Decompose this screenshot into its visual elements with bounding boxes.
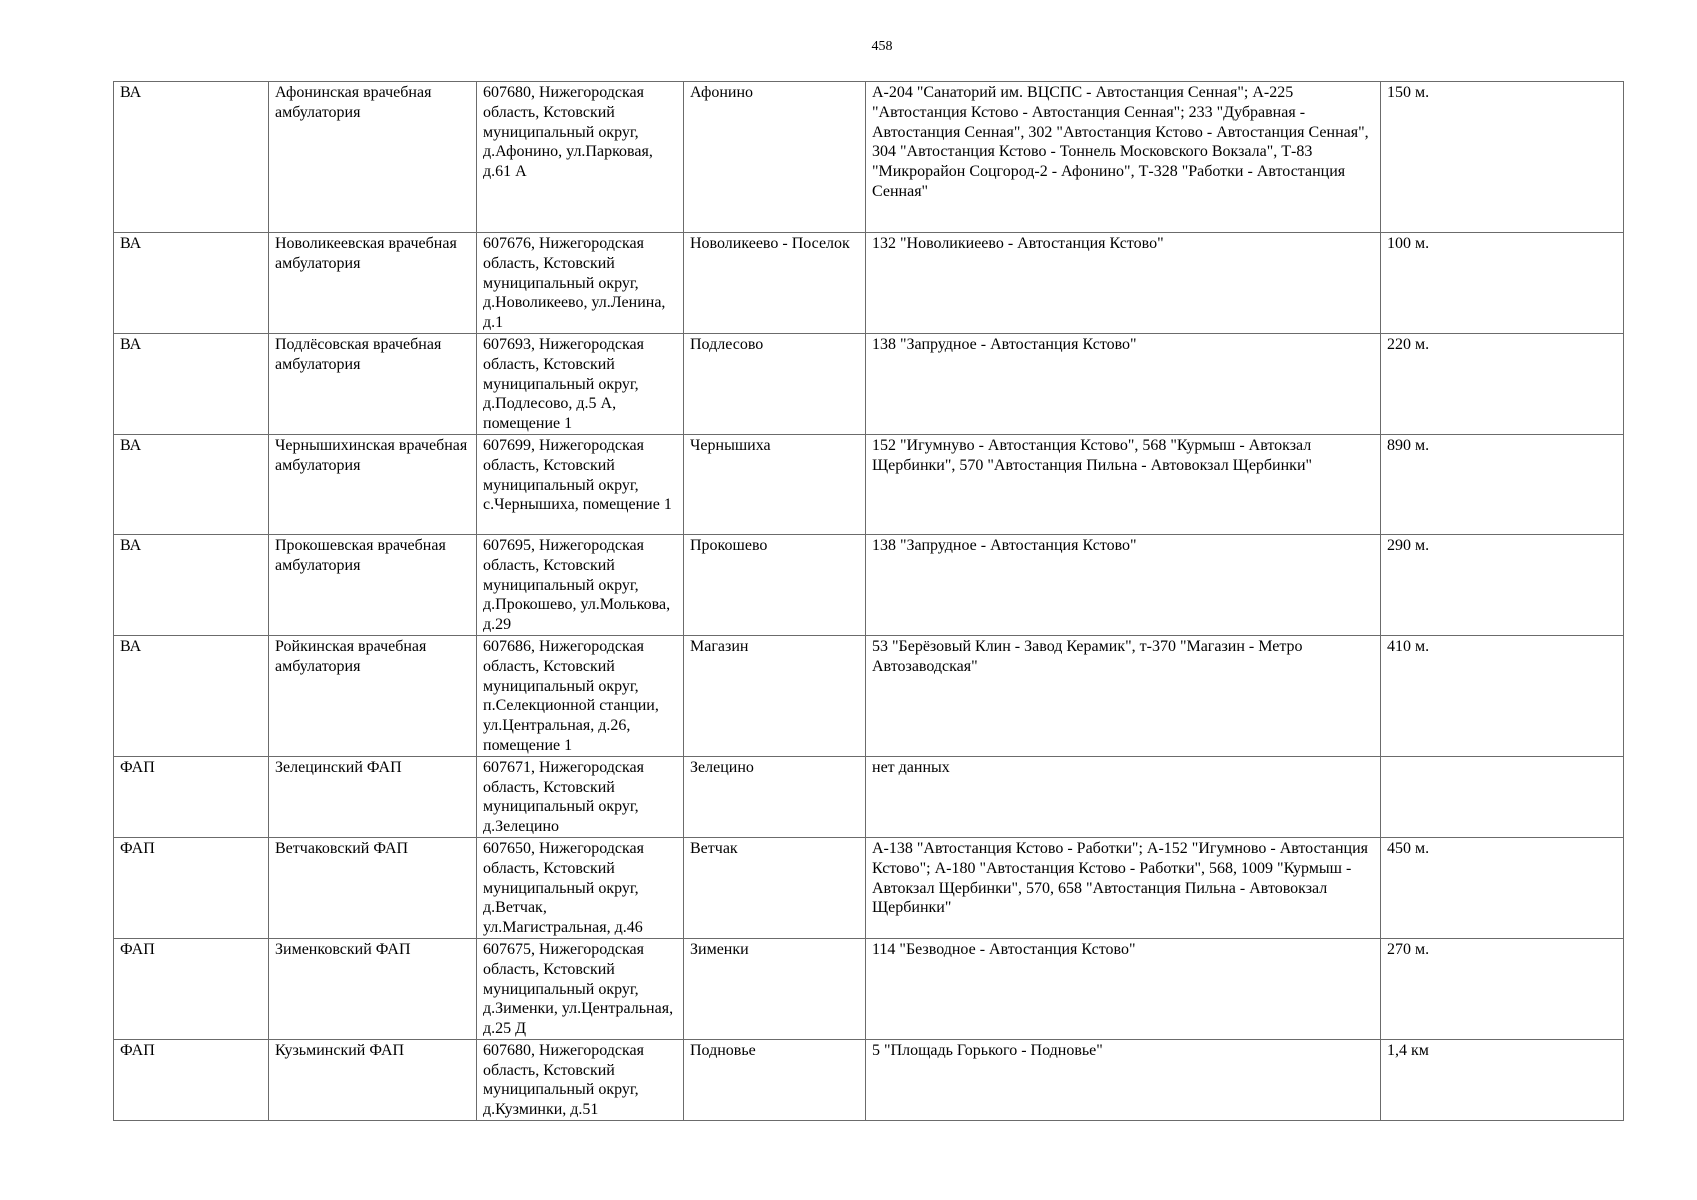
distance-cell: 450 м. <box>1381 837 1624 938</box>
routes-cell: 114 "Безводное - Автостанция Кстово" <box>866 938 1381 1039</box>
address-cell: 607671, Нижегородская область, Кстовский муниципальный округ, д.Зелецино <box>477 756 684 837</box>
facility-name-cell: Кузьминский ФАП <box>269 1039 477 1120</box>
bus-stop-cell: Чернышиха <box>684 434 866 534</box>
address-cell: 607693, Нижегородская область, Кстовский муниципальный округ, д.Подлесово, д.5 А, помещение 1 <box>477 333 684 434</box>
facility-name-cell: Ройкинская врачебная амбулатория <box>269 635 477 756</box>
bus-stop-cell: Магазин <box>684 635 866 756</box>
facility-name-cell: Ветчаковский ФАП <box>269 837 477 938</box>
facility-type-cell: ВА <box>114 333 269 434</box>
address-cell: 607699, Нижегородская область, Кстовский муниципальный округ, с.Чернышиха, помещение 1 <box>477 434 684 534</box>
routes-cell: А-138 "Автостанция Кстово - Работки"; А-152 "Игумново - Автостанция Кстово"; А-180 "Автостанция Кстово - Работки", 568, 1009 "Курмыш - Автокзал Щербинки", 570, 658 "Автостанция Пильна - Автовокзал Щербинки" <box>866 837 1381 938</box>
routes-cell: 152 "Игумнуво - Автостанция Кстово", 568 "Курмыш - Автокзал Щербинки", 570 "Автостанция Пильна - Автовокзал Щербинки" <box>866 434 1381 534</box>
distance-cell: 890 м. <box>1381 434 1624 534</box>
facility-type-cell: ВА <box>114 82 269 233</box>
routes-cell: 138 "Запрудное - Автостанция Кстово" <box>866 333 1381 434</box>
address-cell: 607676, Нижегородская область, Кстовский муниципальный округ, д.Новоликеево, ул.Ленина, д.1 <box>477 233 684 334</box>
facility-name-cell: Зименковский ФАП <box>269 938 477 1039</box>
table-row <box>114 1039 1624 1120</box>
distance-cell: 1,4 км <box>1381 1039 1624 1120</box>
page-number: 458 <box>871 39 893 54</box>
routes-cell: А-204 "Санаторий им. ВЦСПС - Автостанция Сенная"; А-225 "Автостанция Кстово - Автостанция Сенная"; 233 "Дубравная - Автостанция Сенная", 302 "Автостанция Кстово - Автостанция Сенная", 304 "Автостанция Кстово - Тоннель Московского Вокзала", Т-83 "Микрорайон Соцгород-2 - Афонино", Т-328 "Работки - Автостанция Сенная" <box>866 82 1381 233</box>
address-cell: 607680, Нижегородская область, Кстовский муниципальный округ, д.Афонино, ул.Парковая, д.61 А <box>477 82 684 233</box>
distance-cell: 220 м. <box>1381 333 1624 434</box>
table-row <box>114 82 1624 233</box>
bus-stop-cell: Ветчак <box>684 837 866 938</box>
bus-stop-cell: Прокошево <box>684 534 866 635</box>
bus-stop-cell: Подлесово <box>684 333 866 434</box>
table-row <box>114 938 1624 1039</box>
bus-stop-cell: Подновье <box>684 1039 866 1120</box>
facility-type-cell: ФАП <box>114 756 269 837</box>
address-cell: 607695, Нижегородская область, Кстовский муниципальный округ, д.Прокошево, ул.Молькова, д.29 <box>477 534 684 635</box>
facility-type-cell: ВА <box>114 534 269 635</box>
facility-type-cell: ВА <box>114 233 269 334</box>
bus-stop-cell: Афонино <box>684 82 866 233</box>
facilities-table <box>113 81 1624 1121</box>
facility-name-cell: Афонинская врачебная амбулатория <box>269 82 477 233</box>
table-row <box>114 333 1624 434</box>
distance-cell: 270 м. <box>1381 938 1624 1039</box>
facility-name-cell: Новоликеевская врачебная амбулатория <box>269 233 477 334</box>
bus-stop-cell: Новоликеево - Поселок <box>684 233 866 334</box>
distance-cell: 290 м. <box>1381 534 1624 635</box>
facility-name-cell: Чернышихинская врачебная амбулатория <box>269 434 477 534</box>
facility-type-cell: ФАП <box>114 837 269 938</box>
table-row <box>114 534 1624 635</box>
facility-name-cell: Зелецинский ФАП <box>269 756 477 837</box>
distance-cell <box>1381 756 1624 837</box>
distance-cell: 150 м. <box>1381 82 1624 233</box>
table-row <box>114 233 1624 334</box>
facility-type-cell: ВА <box>114 635 269 756</box>
facility-type-cell: ВА <box>114 434 269 534</box>
facility-type-cell: ФАП <box>114 1039 269 1120</box>
bus-stop-cell: Зелецино <box>684 756 866 837</box>
routes-cell: 138 "Запрудное - Автостанция Кстово" <box>866 534 1381 635</box>
address-cell: 607680, Нижегородская область, Кстовский муниципальный округ, д.Кузминки, д.51 <box>477 1039 684 1120</box>
routes-cell: 53 "Берёзовый Клин - Завод Керамик", т-370 "Магазин - Метро Автозаводская" <box>866 635 1381 756</box>
table-row <box>114 756 1624 837</box>
routes-cell: 5 "Площадь Горького - Подновье" <box>866 1039 1381 1120</box>
routes-cell: нет данных <box>866 756 1381 837</box>
facility-type-cell: ФАП <box>114 938 269 1039</box>
facility-name-cell: Прокошевская врачебная амбулатория <box>269 534 477 635</box>
address-cell: 607650, Нижегородская область, Кстовский муниципальный округ, д.Ветчак, ул.Магистральная, д.46 <box>477 837 684 938</box>
table-row <box>114 635 1624 756</box>
address-cell: 607686, Нижегородская область, Кстовский муниципальный округ, п.Селекционной станции, ул.Центральная, д.26, помещение 1 <box>477 635 684 756</box>
table-row <box>114 837 1624 938</box>
facility-name-cell: Подлёсовская врачебная амбулатория <box>269 333 477 434</box>
distance-cell: 100 м. <box>1381 233 1624 334</box>
address-cell: 607675, Нижегородская область, Кстовский муниципальный округ, д.Зименки, ул.Центральная, д.25 Д <box>477 938 684 1039</box>
routes-cell: 132 "Новоликиеево - Автостанция Кстово" <box>866 233 1381 334</box>
bus-stop-cell: Зименки <box>684 938 866 1039</box>
distance-cell: 410 м. <box>1381 635 1624 756</box>
table-row <box>114 434 1624 534</box>
